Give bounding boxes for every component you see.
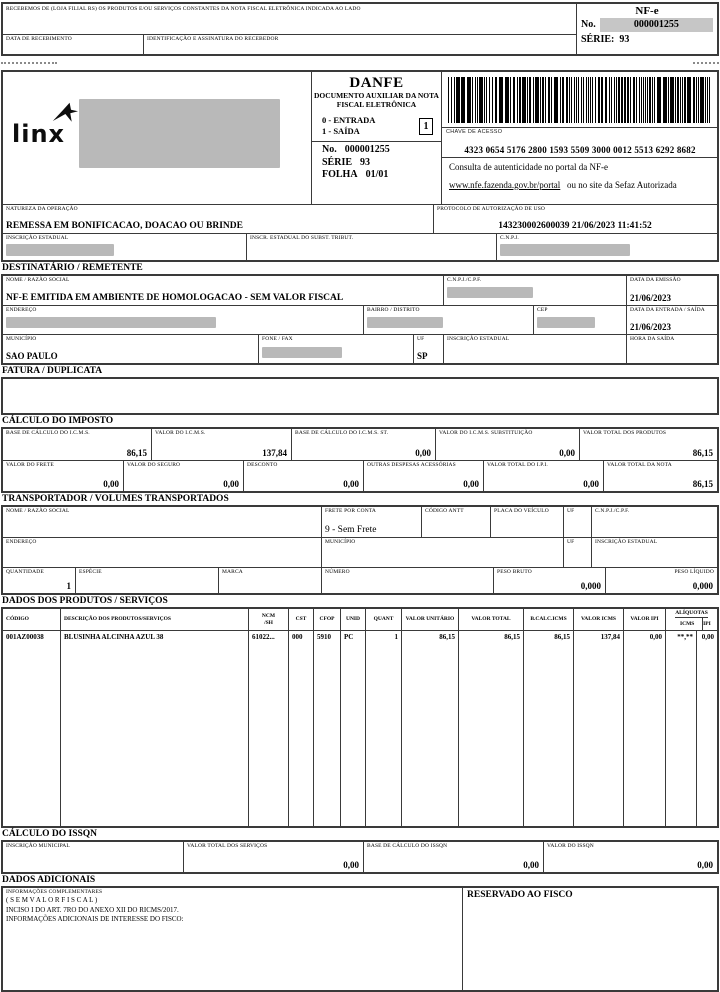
inscricao-estadual-cell: INSCRIÇÃO ESTADUAL [3, 234, 246, 260]
imposto-title: CÁLCULO DO IMPOSTO [2, 416, 114, 426]
inscricao-subst-cell: INSCR. ESTADUAL DO SUBST. TRIBUT. [246, 234, 496, 260]
natureza-operacao-value: REMESSA EM BONIFICACAO, DOACAO OU BRINDE [6, 221, 243, 231]
valor-issqn-cell: VALOR DO ISSQN 0,00 [543, 842, 717, 872]
hora-saida-cell: HORA DA SAÍDA [626, 335, 717, 363]
inscricao-municipal-cell: INSCRIÇÃO MUNICIPAL [6, 843, 70, 849]
transp-endereco-cell: ENDEREÇO [6, 539, 37, 545]
transp-cnpj-cell: C.N.P.J./C.P.F. [591, 507, 717, 537]
field-desconto: DESCONTO 0,00 [243, 461, 363, 491]
consulta-text-2: ou no site da Sefaz Autorizada [567, 180, 677, 190]
col-descricao: DESCRIÇÃO DOS PRODUTOS/SERVIÇOS [60, 609, 248, 630]
canhoto-nfe-box [576, 4, 717, 54]
transp-ie-cell: INSCRIÇÃO ESTADUAL [591, 538, 717, 567]
canhoto-left [3, 4, 576, 54]
entrada-option: 0 - ENTRADA [322, 115, 376, 125]
transportador-title: TRANSPORTADOR / VOLUMES TRANSPORTADOS [2, 494, 229, 504]
cut-line-left [1, 62, 57, 64]
cut-line-right [693, 62, 719, 64]
recebemos-text: RECEBEMOS DE (LOJA FILIAL RS) OS PRODUTOS E/OU SERVIÇOS CONSTANTES DA NOTA FISCAL ELETRÔNICA INDICADA AO LADO [6, 6, 361, 12]
produto-aliq-icms: **,** [677, 633, 693, 641]
info-line: ( S E M V A L O R F I S C A L ) [6, 896, 98, 904]
consulta-cell [442, 157, 718, 204]
col-valor-icms: VALOR ICMS [573, 609, 623, 630]
bairro-cell: BAIRRO / DISTRITO [363, 306, 533, 334]
canhoto-row2 [3, 34, 576, 54]
reservado-fisco-cell: RESERVADO AO FISCO [462, 888, 717, 990]
peso-liquido-value: 0,000 [692, 581, 713, 591]
tipo-nf-box: 1 [419, 118, 433, 135]
frete-por-conta-cell: FRETE POR CONTA 9 - Sem Frete [321, 507, 421, 537]
field-valor-total-nota: VALOR TOTAL DA NOTA 86,15 [603, 461, 717, 491]
informacoes-complementares-cell: INFORMAÇÕES COMPLEMENTARES ( S E M V A L O R F I S C A L ) INCISO I DO ART. 7RO DO ANEXO XII DO RICMS/2017. INFORMAÇÕES ADICIONAIS DE INTERESSE DO FISCO: [3, 888, 462, 990]
consulta-text: Consulta de autenticidade no portal da NF-e [449, 162, 608, 172]
produtos-header-row [3, 609, 717, 631]
chave-acesso-cell [442, 127, 718, 157]
field-valor-icms: VALOR DO I.C.M.S. 137,84 [151, 429, 291, 460]
transp-uf-cell: UF [563, 507, 591, 537]
data-emissao-cell: DATA DA EMISSÃO 21/06/2023 [626, 276, 717, 305]
natureza-operacao-cell: NATUREZA DA OPERAÇÃO REMESSA EM BONIFICACAO, DOACAO OU BRINDE [3, 205, 433, 233]
field-valor-icms-substituicao: VALOR DO I.C.M.S. SUBSTITUIÇÃO 0,00 [435, 429, 579, 460]
base-calculo-issqn-cell: BASE DE CÁLCULO DO ISSQN 0,00 [363, 842, 543, 872]
nfe-title: NF-e [635, 5, 659, 17]
data-emissao-value: 21/06/2023 [630, 293, 672, 303]
logo-text: linx [12, 120, 66, 148]
redacted-cep [537, 317, 595, 328]
destinatario-block [1, 274, 719, 365]
nfe-serie: SÉRIE: 93 [581, 34, 630, 45]
numero-volumes-cell: NÚMERO [321, 568, 493, 593]
col-bcalc-icms: B.CALC.ICMS [523, 609, 573, 630]
destinatario-title: DESTINATÁRIO / REMETENTE [2, 263, 143, 273]
produto-cst: 000 [288, 631, 313, 826]
data-entrada-saida-value: 21/06/2023 [630, 322, 672, 332]
fone-fax-cell: FONE / FAX [258, 335, 413, 363]
quantidade-cell: QUANTIDADE 1 [6, 569, 71, 591]
valor-total-servicos-cell: VALOR TOTAL DOS SERVIÇOS 0,00 [183, 842, 363, 872]
produto-valor-total: 86,15 [458, 631, 523, 826]
danfe-numbers: No. 000001255 SÉRIE 93 FOLHA 01/01 [312, 141, 441, 182]
col-cfop: CFOP [313, 609, 340, 630]
redacted-bairro [367, 317, 443, 328]
produto-bcalc-icms: 86,15 [523, 631, 573, 826]
cep-cell: CEP [533, 306, 626, 334]
produto-valor-icms: 137,84 [573, 631, 623, 826]
produtos-block [1, 607, 719, 828]
field-outras-despesas: OUTRAS DESPESAS ACESSÓRIAS 0,00 [363, 461, 483, 491]
field-base-calculo-icms-st: BASE DE CÁLCULO DO I.C.M.S. ST. 0,00 [291, 429, 435, 460]
uf-cell: UF SP [413, 335, 443, 363]
cnpj-cpf-cell: C.N.P.J./C.P.F. [443, 276, 626, 305]
identificacao-assinatura-cell: IDENTIFICAÇÃO E ASSINATURA DO RECEBEDOR [143, 35, 576, 54]
cnpj-emitente-cell: C.N.P.J. [496, 234, 717, 260]
marca-cell: MARCA [218, 568, 321, 593]
fatura-title: FATURA / DUPLICATA [2, 366, 103, 376]
nome-razao-value: NF-E EMITIDA EM AMBIENTE DE HOMOLOGACAO - SEM VALOR FISCAL [6, 293, 344, 303]
data-recebimento-cell: DATA DE RECEBIMENTO [6, 36, 72, 42]
produto-unid: PC [340, 631, 365, 826]
danfe-box [311, 72, 441, 204]
nome-razao-cell: NOME / RAZÃO SOCIAL NF-E EMITIDA EM AMBIENTE DE HOMOLOGACAO - SEM VALOR FISCAL [3, 276, 443, 305]
municipio-value: SAO PAULO [6, 351, 58, 361]
endereco-cell: ENDEREÇO [3, 306, 363, 334]
recebemos-cell [3, 4, 576, 34]
danfe-title: DANFE [349, 75, 404, 91]
canhoto [1, 2, 719, 56]
peso-bruto-cell: PESO BRUTO 0,000 [493, 568, 605, 593]
frete-por-conta-value: 9 - Sem Frete [325, 525, 377, 535]
transportador-block [1, 505, 719, 595]
especie-cell: ESPÉCIE [75, 568, 218, 593]
col-unid: UNID [340, 609, 365, 630]
codes-cell [441, 72, 718, 204]
portal-link[interactable]: www.nfe.fazenda.gov.br/portal [449, 180, 561, 190]
transp-municipio-cell: MUNICÍPIO [321, 538, 563, 567]
fatura-block [1, 377, 719, 415]
codigo-antt-cell: CÓDIGO ANTT [421, 507, 490, 537]
issqn-block [1, 840, 719, 874]
field-valor-total-ipi: VALOR TOTAL DO I.P.I. 0,00 [483, 461, 603, 491]
produto-descricao: BLUSINHA ALCINHA AZUL 38 [60, 631, 248, 826]
info-line: INCISO I DO ART. 7RO DO ANEXO XII DO RICMS/2017. [6, 905, 179, 914]
protocolo-value: 143230002600039 21/06/2023 11:41:52 [498, 221, 652, 231]
produtos-title: DADOS DOS PRODUTOS / SERVIÇOS [2, 596, 168, 606]
emitente-cell [3, 72, 311, 204]
danfe-subtitle: DOCUMENTO AUXILIAR DA NOTA FISCAL ELETRÔNICA [314, 91, 439, 109]
protocolo-cell: PROTOCOLO DE AUTORIZAÇÃO DE USO 143230002600039 21/06/2023 11:41:52 [433, 205, 717, 233]
redacted-cnpj [500, 244, 630, 256]
barcode-area [442, 72, 718, 127]
peso-bruto-value: 0,000 [580, 581, 601, 591]
info-line: INFORMAÇÕES ADICIONAIS DE INTERESSE DO FISCO: [6, 915, 184, 923]
chave-acesso-label: CHAVE DE ACESSO [446, 129, 503, 135]
chave-acesso-value: 4323 0654 5176 2800 1593 5509 3000 0012 5513 6292 8682 [464, 145, 696, 155]
nfe-numero-highlight: 000001255 [600, 18, 713, 32]
adicionais-title: DADOS ADICIONAIS [2, 875, 96, 885]
cut-line [1, 56, 719, 70]
produto-quant: 1 [365, 631, 401, 826]
barcode [448, 77, 712, 123]
transp-uf2-cell: UF [563, 538, 591, 567]
produto-valor-unitario: 86,15 [401, 631, 458, 826]
data-entrada-saida-cell: DATA DA ENTRADA / SAÍDA 21/06/2023 [626, 306, 717, 334]
col-valor-ipi: VALOR IPI [623, 609, 665, 630]
redacted-endereco [6, 317, 216, 328]
produto-row [3, 631, 717, 826]
adicionais-block [1, 886, 719, 992]
field-valor-seguro: VALOR DO SEGURO 0,00 [123, 461, 243, 491]
col-quant: QUANT [365, 609, 401, 630]
field-valor-frete: VALOR DO FRETE 0,00 [6, 462, 119, 489]
quantidade-value: 1 [66, 581, 71, 591]
col-aliq-icms: ICMS [679, 620, 695, 627]
col-aliq-ipi: IPI [702, 618, 711, 630]
col-codigo: CÓDIGO [6, 616, 29, 623]
placa-veiculo-cell: PLACA DO VEÍCULO [490, 507, 563, 537]
redacted-inscricao-estadual [6, 244, 114, 256]
produto-cfop: 5910 [313, 631, 340, 826]
imposto-block [1, 427, 719, 493]
peso-liquido-cell: PESO LÍQUIDO 0,000 [605, 568, 717, 593]
nfe-numero: No. 000001255 [581, 18, 713, 32]
col-valor-unitario: VALOR UNITÁRIO [401, 609, 458, 630]
municipio-cell: MUNICÍPIO SAO PAULO [3, 335, 258, 363]
col-aliquotas: ALÍQUOTAS ICMS IPI [665, 609, 717, 630]
redacted-fone [262, 347, 342, 358]
danfe-numero: 000001255 [344, 144, 390, 155]
produto-codigo: 001AZ00038 [6, 633, 44, 641]
field-valor-total-produtos: VALOR TOTAL DOS PRODUTOS 86,15 [579, 429, 717, 460]
inscricao-estadual-dest-cell: INSCRIÇÃO ESTADUAL [443, 335, 626, 363]
header-block [1, 70, 719, 262]
transp-nome-cell: NOME / RAZÃO SOCIAL [6, 508, 70, 514]
issqn-title: CÁLCULO DO ISSQN [2, 829, 98, 839]
danfe-serie: 93 [360, 156, 371, 168]
produto-aliquotas [665, 631, 717, 826]
saida-option: 1 - SAÍDA [322, 126, 360, 136]
produto-ncm: 61022... [248, 631, 288, 826]
redacted-emitente-info [79, 99, 280, 168]
entrada-saida [314, 115, 439, 137]
col-valor-total: VALOR TOTAL [458, 609, 523, 630]
danfe-folha: 01/01 [365, 169, 389, 180]
col-cst: CST [288, 609, 313, 630]
produto-valor-ipi: 0,00 [623, 631, 665, 826]
uf-value: SP [417, 351, 428, 361]
produto-aliq-ipi: 0,00 [696, 631, 717, 826]
redacted-cnpj-cpf [447, 287, 533, 298]
col-ncm: NCM /SH [248, 609, 288, 630]
field-base-calculo-icms: BASE DE CÁLCULO DO I.C.M.S. 86,15 [6, 430, 147, 458]
